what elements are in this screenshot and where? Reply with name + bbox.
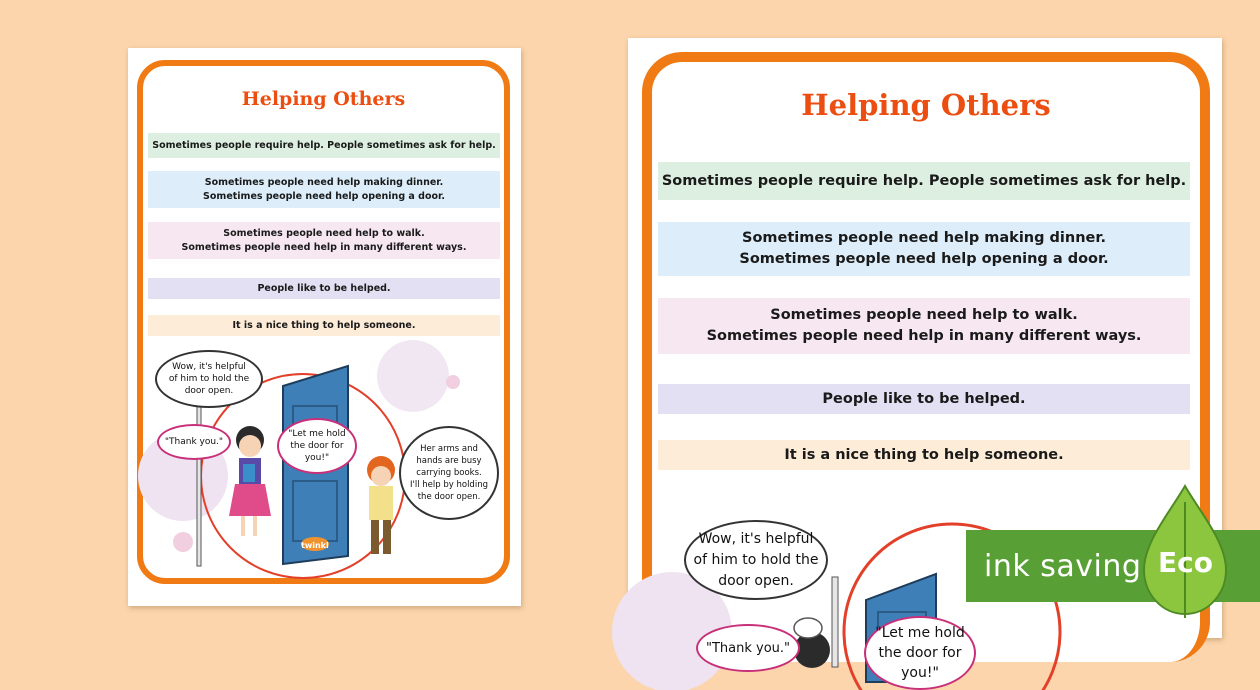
bubble-arms-thumbnail: Her arms and hands are busy carrying books. I'll help by holding the door open. <box>399 426 499 520</box>
bubble-let-me-large: "Let me hold the door for you!" <box>864 616 976 690</box>
eco-label: Eco <box>1158 546 1213 579</box>
band-help-to-walk: Sometimes people need help to walk. Sometimes people need help in many different ways. <box>148 222 500 259</box>
band-nice-thing: It is a nice thing to help someone. <box>148 315 500 336</box>
band-nice-thing-large: It is a nice thing to help someone. <box>658 440 1190 470</box>
poster-title: Helping Others <box>241 88 406 110</box>
poster-thumbnail[interactable] <box>128 48 521 606</box>
band-making-dinner: Sometimes people need help making dinner. Sometimes people need help opening a door. <box>148 171 500 208</box>
band-like-to-be-helped-large: People like to be helped. <box>658 384 1190 414</box>
door-sign: twinkl <box>301 541 329 550</box>
band-like-to-be-helped: People like to be helped. <box>148 278 500 299</box>
ink-saving-label: ink saving <box>984 548 1142 584</box>
bubble-thank-you-large: "Thank you." <box>696 624 800 672</box>
poster-title-large: Helping Others <box>801 88 1051 122</box>
bubble-let-me-thumbnail: "Let me hold the door for you!" <box>277 418 357 474</box>
poster-frame <box>137 60 510 584</box>
band-making-dinner-large: Sometimes people need help making dinner. Sometimes people need help opening a door. <box>658 222 1190 276</box>
band-help-to-walk-large: Sometimes people need help to walk. Sometimes people need help in many different ways. <box>658 298 1190 354</box>
band-require-help-large: Sometimes people require help. People sometimes ask for help. <box>658 162 1190 200</box>
bubble-thank-you-thumbnail: "Thank you." <box>157 424 231 460</box>
bubble-wow-large: Wow, it's helpful of him to hold the door open. <box>684 520 828 600</box>
band-require-help: Sometimes people require help. People sometimes ask for help. <box>148 133 500 158</box>
bubble-wow-thumbnail: Wow, it's helpful of him to hold the door open. <box>155 350 263 408</box>
